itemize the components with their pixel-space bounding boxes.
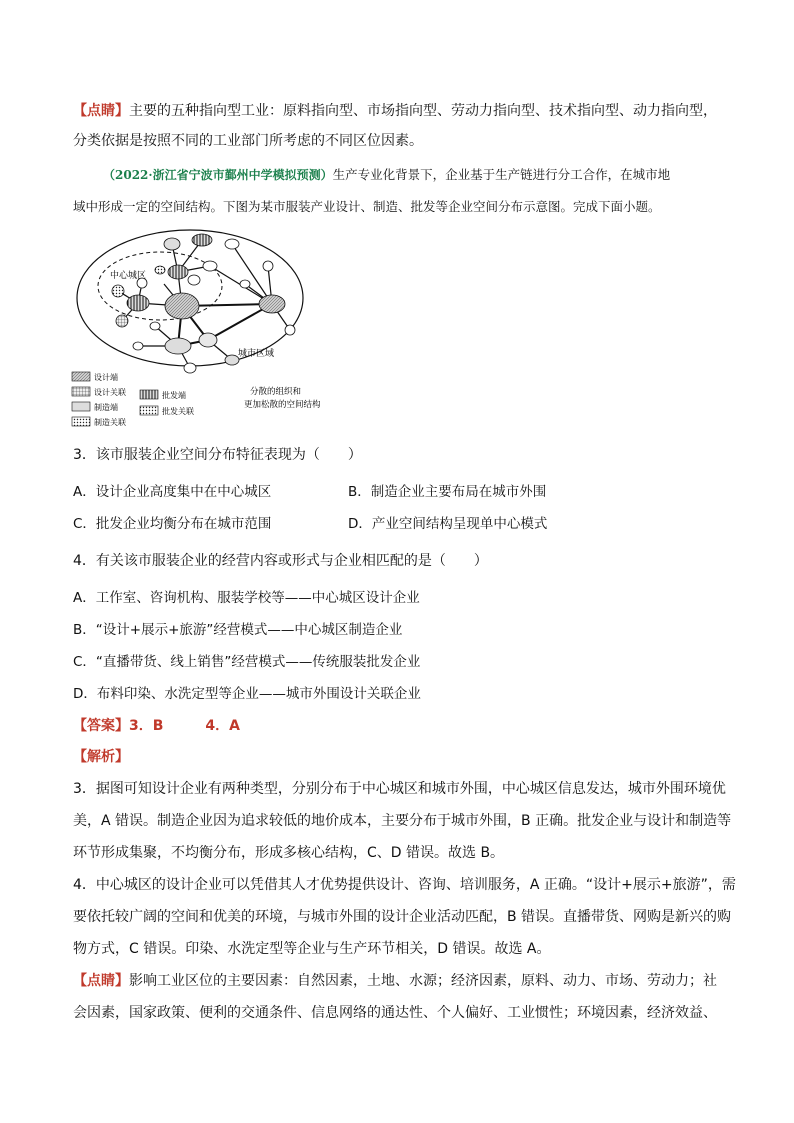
- question-source: （2022·浙江省宁波市鄞州中学模拟预测）: [103, 168, 333, 182]
- center-city-label: 中心城区: [110, 271, 147, 281]
- question-3-stem: 3．该市服装企业空间分布特征表现为（ ）: [73, 447, 362, 463]
- legend-design-assoc: 设计关联: [94, 388, 126, 397]
- legend-note-2: 更加松散的空间结构: [244, 400, 320, 410]
- q3-option-d: D．产业空间结构呈现单中心模式: [348, 516, 548, 532]
- analysis-tag: 【解析】: [73, 749, 129, 765]
- q3-option-b: B．制造企业主要布局在城市外围: [348, 484, 547, 500]
- analysis-3-line-1: 3．据图可知设计企业有两种类型，分别分布于中心城区和城市外围，中心城区信息发达，城市外围环境优: [73, 781, 726, 797]
- industry-distribution-figure: [70, 226, 320, 434]
- answer-value: 3．B 4．A: [129, 718, 240, 734]
- q3-option-a: A．设计企业高度集中在中心城区: [73, 484, 272, 500]
- q4-option-c: C．“直播带货、线上销售”经营模式——传统服装批发企业: [73, 654, 421, 670]
- analysis-3-line-2: 美，A 错误。制造企业因为追求较低的地价成本，主要分布于城市外围，B 正确。批发企业与设计和制造等: [73, 813, 732, 829]
- q3-option-c: C．批发企业均衡分布在城市范围: [73, 516, 272, 532]
- analysis-4-line-2: 要依托较广阔的空间和优美的环境，与城市外围的设计企业活动匹配，B 错误。直播带货、网购是新兴的购: [73, 909, 732, 925]
- answer-tag: 【答案】: [73, 718, 129, 734]
- legend-manufacture: 制造端: [94, 403, 118, 412]
- q4-option-a: A．工作室、咨询机构、服装学校等——中心城区设计企业: [73, 590, 420, 606]
- tip-text: 主要的五种指向型工业：原料指向型、市场指向型、劳动力指向型、技术指向型、动力指向型，: [129, 103, 717, 119]
- intro-line-2: 域中形成一定的空间结构。下图为某市服装产业设计、制造、批发等企业空间分布示意图。完成下面小题。: [73, 199, 661, 214]
- tip-paragraph-line-1: [73, 100, 717, 122]
- question-4-stem: 4．有关该市服装企业的经营内容或形式与企业相匹配的是（ ）: [73, 553, 488, 569]
- answer-line: [73, 715, 240, 737]
- tip2-line-2: 会因素，国家政策、便利的交通条件、信息网络的通达性、个人偏好、工业惯性；环境因素，经济效益、: [73, 1005, 717, 1021]
- analysis-4-line-1: 4．中心城区的设计企业可以凭借其人才优势提供设计、咨询、培训服务，A 正确。“设计+展示+旅游”，需: [73, 877, 736, 893]
- legend-wholesale-assoc: 批发关联: [162, 407, 194, 416]
- intro-line-1: [103, 164, 670, 186]
- tip2-tag: 【点睛】: [73, 973, 129, 989]
- legend-design: 设计端: [94, 373, 118, 382]
- tip-paragraph-line-2: 分类依据是按照不同的工业部门所考虑的不同区位因素。: [73, 133, 423, 149]
- analysis-heading: [73, 746, 129, 768]
- legend-note-1: 分散的组织和: [250, 387, 302, 397]
- legend: [72, 372, 320, 427]
- tip2-text: 影响工业区位的主要因素：自然因素，土地、水源；经济因素，原料、动力、市场、劳动力；社: [129, 973, 717, 989]
- analysis-3-line-3: 环节形成集聚，不均衡分布，形成多核心结构，C、D 错误。故选 B。: [73, 845, 505, 861]
- analysis-4-line-3: 物方式，C 错误。印染、水洗定型等企业与生产环节相关，D 错误。故选 A。: [73, 941, 551, 957]
- tip-tag: 【点睛】: [73, 103, 129, 119]
- intro-text-1: 生产专业化背景下，企业基于生产链进行分工合作，在城市地: [332, 167, 671, 182]
- legend-manufacture-assoc: 制造关联: [94, 418, 126, 427]
- q4-option-d: D．布料印染、水洗定型等企业——城市外围设计关联企业: [73, 686, 421, 702]
- q4-option-b: B．“设计+展示+旅游”经营模式——中心城区制造企业: [73, 622, 403, 638]
- tip2-line-1: [73, 970, 717, 992]
- legend-wholesale: 批发端: [162, 391, 186, 400]
- city-region-label: 城市区域: [238, 349, 275, 359]
